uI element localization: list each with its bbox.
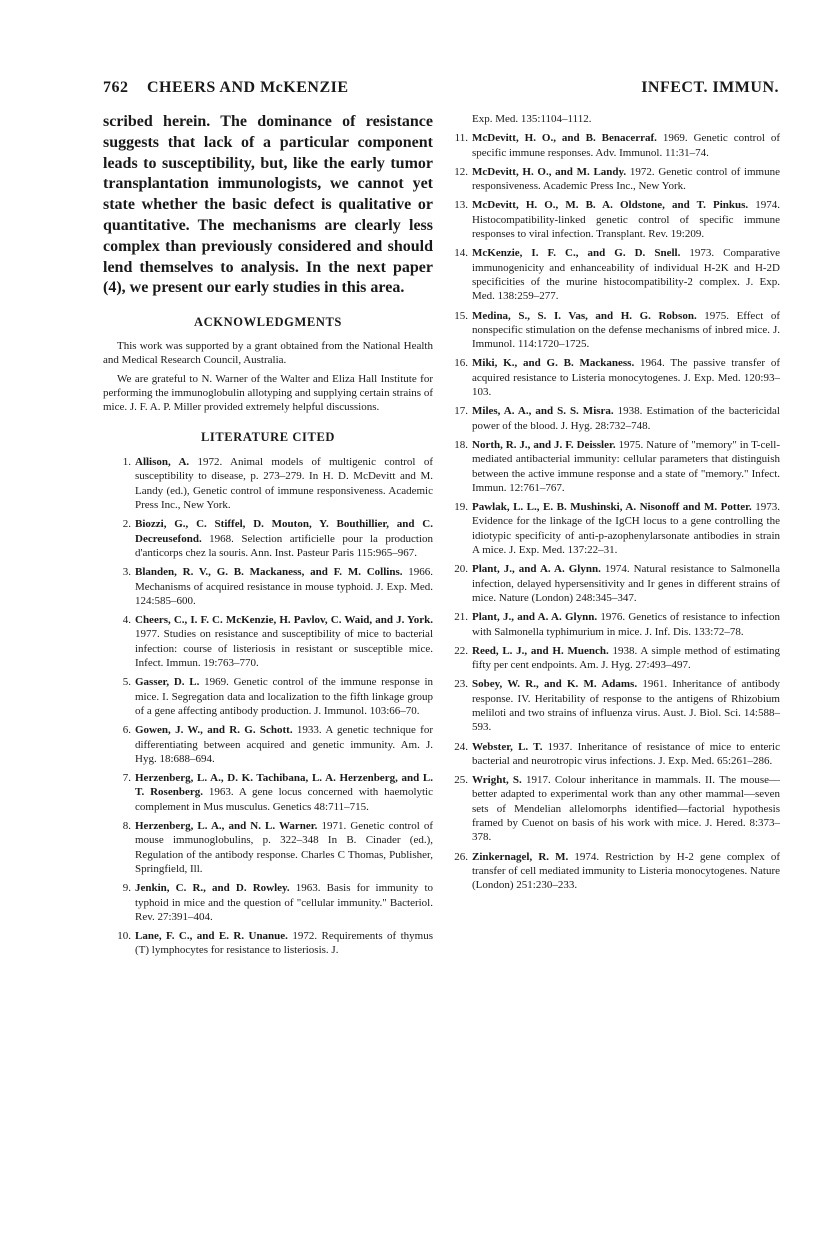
reference-number: 3. <box>122 566 131 579</box>
reference-number: 24. <box>454 740 468 753</box>
reference-details: 1976. Genetics of resistance to infection with Salmonella typhimurium in mice. J. Inf. Dis. 133:72–78. <box>472 611 780 638</box>
reference-details: 1964. The passive transfer of acquired resistance to Listeria monocytogenes. J. Exp. Med. 120:93–103. <box>472 357 780 399</box>
reference-details: 1969. Genetic control of the immune response in mice. I. Segregation data and localization to the fifth linkage group of a gene affecting antibody production. J. Immunol. 103:66–70. <box>135 676 434 717</box>
reference-details: 1917. Colour inheritance in mammals. II. The mouse—better adapted to experimental work than any other mammal—seven sets of Mendelian allelomorphs identified—factorial hypothesis framed by Cuenot on basis of his work with mice. J. Hered. 8:373–378. <box>472 774 780 844</box>
reference-list-left <box>103 455 433 958</box>
reference-details: 1972. Animal models of multigenic control of susceptibility to disease, p. 273–279. In H. D. McDevitt and M. Landy (ed.), Genetic control of immune responsiveness. Academic Press Inc., New York. <box>135 456 433 512</box>
acknowledgment-paragraph: This work was supported by a grant obtained from the National Health and Medical Research Council, Australia. <box>103 340 433 367</box>
acknowledgments-heading: ACKNOWLEDGMENTS <box>194 315 342 330</box>
reference-item <box>103 455 433 512</box>
reference-authors: McDevitt, H. O., and M. Landy. <box>472 165 627 178</box>
reference-item <box>440 740 780 769</box>
reference-number: 16. <box>454 357 468 370</box>
reference-number: 22. <box>454 644 468 657</box>
reference-item <box>440 644 780 673</box>
reference-item <box>440 850 780 893</box>
reference-details: 1975. Effect of nonspecific stimulation on the defense mechanisms of inbred mice. J. Immunol. 114:1720–1725. <box>472 309 780 351</box>
reference-item <box>440 610 780 639</box>
right-column <box>440 112 780 898</box>
reference-item <box>440 309 780 352</box>
reference-number: 26. <box>454 850 468 863</box>
reference-item <box>103 929 433 958</box>
reference-number: 17. <box>454 405 468 418</box>
reference-number: 23. <box>454 678 468 691</box>
reference-item <box>440 356 780 399</box>
reference-list-right <box>440 131 780 892</box>
reference-authors: Sobey, W. R., and K. M. Adams. <box>472 678 638 691</box>
reference-number: 12. <box>454 165 468 178</box>
reference-authors: Allison, A. <box>135 456 190 469</box>
reference-details: 1969. Genetic control of specific immune responses. Adv. Immunol. 11:31–74. <box>472 132 781 159</box>
reference-number: 1. <box>122 456 131 469</box>
reference-number: 14. <box>454 247 468 260</box>
reference-item <box>440 500 780 557</box>
reference-details: 1972. Requirements of thymus (T) lymphocytes for resistance to listeriosis. J. <box>135 930 434 957</box>
reference-authors: Jenkin, C. R., and D. Rowley. <box>135 882 290 895</box>
reference-authors: Zinkernagel, R. M. <box>472 850 569 863</box>
reference-item <box>440 562 780 605</box>
reference-authors: Gasser, D. L. <box>135 676 200 689</box>
reference-authors: McKenzie, I. F. C., and G. D. Snell. <box>472 247 681 260</box>
reference-authors: McDevitt, H. O., M. B. A. Oldstone, and T. Pinkus. <box>472 199 749 212</box>
reference-details: 1974. Restriction by H-2 gene complex of transfer of cell mediated immunity to Listeria monocytogenes. Nature (London) 251:230–233. <box>472 850 780 892</box>
reference-details: 1963. Basis for immunity to typhoid in mice and the question of "cellular immunity." Bacteriol. Rev. 27:391–404. <box>135 882 434 923</box>
reference-authors: Reed, L. J., and H. Muench. <box>472 644 609 657</box>
running-authors: CHEERS AND McKENZIE <box>147 79 349 96</box>
reference-number: 9. <box>122 882 131 895</box>
reference-authors: Cheers, C., I. F. C. McKenzie, H. Pavlov, C. Waid, and J. York. <box>135 614 433 627</box>
reference-item <box>440 438 780 495</box>
discussion-text: scribed herein. The dominance of resistance suggests that lack of a particular component leads to susceptibility, but, like the early tumor transplantation immunologists, we cannot yet state whether the basic defect is qualitative or quantitative. The mechanisms are clearly less complex than previously considered and should lend themselves to analysis. In the next paper (4), we present our early studies in this area. <box>103 113 433 297</box>
reference-number: 19. <box>454 501 468 514</box>
reference-details: 1974. Natural resistance to Salmonella infection, delayed hypersensitivity and Ir genes in different strains of mice. Nature (London) 248:345–347. <box>472 563 780 604</box>
reference-item <box>440 404 780 433</box>
reference-authors: Pawlak, L. L., E. B. Mushinski, A. Nisonoff and M. Potter. <box>472 501 752 514</box>
reference-authors: Medina, S., S. I. Vas, and H. G. Robson. <box>472 309 697 322</box>
reference-details: 1961. Inheritance of antibody response. IV. Heritability of response to the antigens of Rhizobium meliloti and two strains of influenza virus. Aust. J. Biol. Sci. 14:588–593. <box>472 678 780 734</box>
reference-item <box>440 677 780 734</box>
reference-details: 1972. Genetic control of immune responsiveness. Academic Press Inc., New York. <box>472 165 780 193</box>
reference-number: 10. <box>117 930 131 943</box>
reference-authors: Plant, J., and A. A. Glynn. <box>472 611 598 624</box>
reference-item <box>440 131 780 160</box>
reference-item <box>440 246 780 303</box>
reference-number: 4. <box>122 614 131 627</box>
reference-item <box>103 565 433 608</box>
reference-details: 1966. Mechanisms of acquired resistance in mouse typhoid. J. Exp. Med. 124:585–600. <box>135 566 434 607</box>
reference-number: 8. <box>122 820 131 833</box>
reference-authors: Lane, F. C., and E. R. Unanue. <box>135 930 288 943</box>
reference-details: 1974. Histocompatibility-linked genetic control of specific immune responses to viral infection. Transplant. Rev. 19:209. <box>472 199 780 241</box>
reference-item <box>440 773 780 844</box>
literature-heading: LITERATURE CITED <box>200 430 336 445</box>
reference-details: 1973. Evidence for the linkage of the IgCH locus to a gene controlling the idiotypic specificity of anti-p-azophenylarsonate antibodies in strain A mice. J. Exp. Med. 137:22–31. <box>472 501 780 557</box>
reference-authors: Herzenberg, L. A., and N. L. Warner. <box>135 820 318 833</box>
reference-item <box>103 723 433 766</box>
reference-item <box>440 165 780 194</box>
reference-details: 1938. Estimation of the bactericidal power of the blood. J. Hyg. 28:732–748. <box>472 405 780 432</box>
reference-details: 1933. A genetic technique for differentiating between acquired and genetic immunity. Am. J. Hyg. 18:688–694. <box>135 724 433 765</box>
reference-number: 5. <box>122 676 131 689</box>
reference-number: 11. <box>454 132 468 145</box>
reference-authors: Herzenberg, L. A., D. K. Tachibana, L. A. Herzenberg, and L. T. Rosenberg. <box>135 772 433 799</box>
reference-number: 7. <box>122 772 131 785</box>
reference-details: 1968. Selection artificielle pour la production d'anticorps chez la souris. Ann. Inst. Pasteur Paris 115:965–967. <box>135 532 433 559</box>
reference-continuation: Exp. Med. 135:1104–1112. <box>472 113 592 125</box>
reference-authors: Wright, S. <box>472 774 522 787</box>
reference-item <box>103 771 433 814</box>
reference-details: 1971. Genetic control of mouse immunoglobulins, p. 322–348 In B. Cinader (ed.), Regulation of the antibody response. Charles C Thomas, Publisher, Springfield, Ill. <box>135 820 433 875</box>
reference-number: 6. <box>122 724 131 737</box>
reference-number: 20. <box>454 563 468 576</box>
acknowledgment-paragraph: We are grateful to N. Warner of the Walter and Eliza Hall Institute for performing the immunoglobulin allotyping and supplying certain strains of mice. J. F. A. P. Miller provided extremely helpful discussions. <box>103 372 433 413</box>
reference-item <box>440 198 780 241</box>
reference-number: 21. <box>454 611 468 624</box>
reference-details: 1937. Inheritance of resistance of mice to enteric bacterial and neurotropic virus infections. J. Exp. Med. 65:261–286. <box>472 740 780 767</box>
reference-item <box>103 881 433 924</box>
reference-details: 1973. Comparative immunogenicity and enhanceability of individual H-2K and H-2D specificities of the murine histocompatibility-2 complex. J. Exp. Med. 138:259–277. <box>472 247 780 303</box>
page-number: 762 <box>103 79 129 96</box>
reference-details: 1977. Studies on resistance and susceptibility of mice to bacterial infection: course of listeriosis in resistant or susceptible mice. Infect. Immun. 19:763–770. <box>135 628 433 670</box>
reference-number: 25. <box>454 774 468 787</box>
reference-authors: Gowen, J. W., and R. G. Schott. <box>135 724 293 737</box>
running-header <box>103 79 779 103</box>
left-column <box>103 112 433 963</box>
reference-number: 15. <box>454 309 468 322</box>
reference-authors: Blanden, R. V., G. B. Mackaness, and F. M. Collins. <box>135 566 403 579</box>
reference-authors: McDevitt, H. O., and B. Benacerraf. <box>472 132 657 145</box>
journal-abbrev: INFECT. IMMUN. <box>641 79 779 96</box>
reference-item <box>103 675 433 718</box>
reference-number: 18. <box>454 438 468 451</box>
reference-number: 13. <box>454 199 468 212</box>
reference-authors: Miki, K., and G. B. Mackaness. <box>472 357 635 370</box>
reference-item <box>103 819 433 876</box>
reference-authors: North, R. J., and J. F. Deissler. <box>472 438 616 451</box>
reference-details: 1975. Nature of "memory" in T-cell-mediated antibacterial immunity: cellular parameters that distinguish between the active immune response and a state of "memory." Infect. Immun. 12:761–767. <box>472 438 780 494</box>
reference-number: 2. <box>122 518 131 531</box>
reference-item <box>103 517 433 560</box>
reference-authors: Plant, J., and A. A. Glynn. <box>472 563 601 576</box>
reference-details: 1938. A simple method of estimating fifty per cent endpoints. Am. J. Hyg. 27:493–497. <box>472 644 780 672</box>
reference-authors: Biozzi, G., C. Stiffel, D. Mouton, Y. Bouthillier, and C. Decreusefond. <box>135 518 433 545</box>
reference-item <box>103 613 433 670</box>
reference-details: 1963. A gene locus concerned with haemolytic complement in Mus musculus. Genetics 48:711–715. <box>135 786 433 813</box>
reference-authors: Miles, A. A., and S. S. Misra. <box>472 405 614 418</box>
reference-authors: Webster, L. T. <box>472 740 543 753</box>
